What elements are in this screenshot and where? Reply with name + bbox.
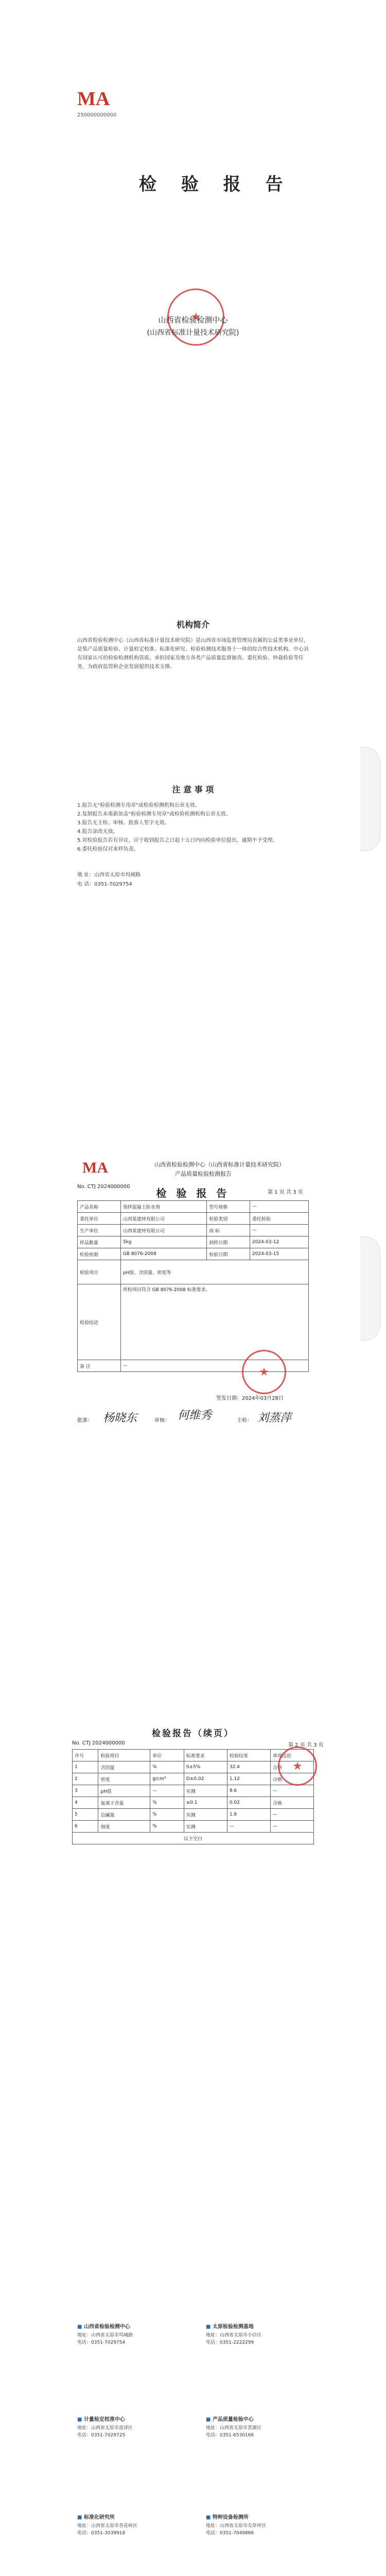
sig-label-inspect: 主检： (237, 1418, 252, 1423)
cell-label: 检验类别 (207, 1213, 250, 1225)
contact-phone: 电话：0351-7049866 (206, 2531, 254, 2536)
contact-name: ■ 山西省检验检测中心 (77, 2324, 232, 2331)
contact-phone: 电话：0351-2222299 (206, 2340, 254, 2345)
cell: 0.02 (227, 1797, 270, 1809)
contact-name: ■ 标准化研究所 (77, 2514, 232, 2521)
cover-page (0, 0, 386, 562)
report-org-sub: 产品质量检验检测报告 (175, 1171, 232, 1177)
cell-label: 检验项目 (78, 1260, 121, 1284)
cover-title: 检 验 报 告 (139, 174, 292, 195)
signature-reviewer: 何维秀 (178, 1409, 212, 1422)
sig-label-approve: 批准： (77, 1418, 93, 1423)
cell-value: 山西某建材有限公司 (120, 1225, 206, 1236)
cell-value: 预拌混凝土防水剂 (120, 1201, 206, 1213)
cell-label: 生产单位 (78, 1225, 121, 1236)
cell: — (270, 1821, 313, 1833)
contact-address: 地址：山西省太原市晋源区 (206, 2426, 262, 2431)
cell: S±5% (184, 1761, 227, 1773)
page-indicator: 第 1 页 共 3 页 (268, 1190, 303, 1195)
table-row (78, 1260, 309, 1284)
cell: % (150, 1821, 184, 1833)
cell: 8.6 (227, 1785, 270, 1797)
cell: 3 (73, 1785, 98, 1797)
contact-name: ■ 产品质量检验中心 (206, 2416, 360, 2424)
statement-phone: 电 话：0351-7029754 (77, 882, 132, 887)
cell: 5 (73, 1809, 98, 1821)
col-header: 标准要求 (184, 1750, 227, 1761)
cell: D±0.02 (184, 1773, 227, 1785)
table-row (73, 1821, 314, 1833)
signature-approver: 杨晓东 (103, 1412, 137, 1425)
table-end-note: 以下空白 (73, 1833, 314, 1844)
col-header: 检验项目 (98, 1750, 150, 1761)
stamp-seal (242, 1350, 286, 1394)
contact-phone: 电话：0351-7029754 (77, 2340, 126, 2345)
cell: 总碱量 (98, 1809, 150, 1821)
table-row (78, 1236, 309, 1248)
cell-value: 5kg (120, 1236, 206, 1248)
cell: 32.4 (227, 1761, 270, 1773)
cell: ≤0.1 (184, 1797, 227, 1809)
notice-item: 2.复制报告未重新加盖"检验检测专用章"或检验检测机构公章无效。 (77, 811, 231, 817)
signature-inspector: 刘蒸萍 (257, 1412, 292, 1425)
cma-logo: MA (77, 88, 110, 110)
table-row (78, 1248, 309, 1260)
cell-label: 委托单位 (78, 1213, 121, 1225)
cell-label: 型号规格 (207, 1201, 250, 1213)
cell: — (150, 1785, 184, 1797)
contact-card (206, 2324, 360, 2346)
cell: 合格 (270, 1773, 313, 1785)
cell: 合格 (270, 1797, 313, 1809)
cell-label: 样品数量 (78, 1236, 121, 1248)
table-row (78, 1201, 309, 1213)
cell-label: 商 标 (207, 1225, 250, 1236)
conclusion-cell: 所检项目符合 GB 8076-2008 标准要求。 (120, 1284, 308, 1360)
notice-item: 4.报告涂改无效。 (77, 829, 118, 835)
page-indicator: 第 2 页 共 3 页 (288, 1742, 324, 1748)
contact-name: ■ 特种设备检测所 (206, 2514, 360, 2521)
report-number: No. CTJ 2024000000 (72, 1740, 125, 1746)
cell: 2 (73, 1773, 98, 1785)
table-row (78, 1225, 309, 1236)
cell: 实测 (184, 1809, 227, 1821)
cell-label: 检验结论 (78, 1284, 121, 1360)
continuation-title: 检验报告（续页） (152, 1728, 234, 1739)
sig-label-review: 审核： (154, 1418, 170, 1423)
cell: 细度 (98, 1821, 150, 1833)
statement-address: 地 址：山西省太原市坞城路 (77, 872, 141, 878)
issuer-name: 山西省检验检测中心 (158, 315, 228, 325)
notice-item: 5.对检验报告若有异议，应于收到报告之日起十五日内向检验单位提出，逾期不予受理。 (77, 838, 278, 843)
contact-card (206, 2514, 360, 2537)
table-row (78, 1213, 309, 1225)
contact-name: ■ 太原检验检测基地 (206, 2324, 360, 2331)
cell: % (150, 1797, 184, 1809)
issuer-sub: (山西省标准计量技术研究院) (147, 329, 239, 337)
cell: 6 (73, 1821, 98, 1833)
notice-item: 1.报告无"检验检测专用章"或检验检测机构公章无效。 (77, 803, 200, 808)
page-tab-edge (360, 1236, 380, 1341)
table-row (73, 1773, 314, 1785)
col-header: 单项结论 (270, 1750, 313, 1761)
cell: 密度 (98, 1773, 150, 1785)
notice-item: 6.委托检验仅对来样负责。 (77, 846, 139, 852)
contact-address: 地址：山西省太原市小店区 (206, 2333, 262, 2338)
cell: 1 (73, 1761, 98, 1773)
report-table (77, 1200, 309, 1372)
notice-heading: 注 意 事 项 (172, 785, 214, 794)
cell-label: 检验依据 (78, 1248, 121, 1260)
cell: g/cm³ (150, 1773, 184, 1785)
cell-value: GB 8076-2008 (120, 1248, 206, 1260)
cell: 1.12 (227, 1773, 270, 1785)
table-row (73, 1797, 314, 1809)
cell-value: pH值、含固量、密度等 (120, 1260, 308, 1284)
contact-address: 地址：山西省太原市迎泽区 (77, 2426, 133, 2431)
cell: 1.8 (227, 1809, 270, 1821)
cell-value: 山西某建材有限公司 (120, 1213, 206, 1225)
intro-heading: 机构简介 (176, 620, 209, 630)
cell: 4 (73, 1797, 98, 1809)
contact-address: 地址：山西省太原市尖草坪区 (206, 2523, 267, 2529)
contact-name: ■ 计量检定校准中心 (77, 2416, 232, 2424)
cell: % (150, 1809, 184, 1821)
notice-item: 3.报告无主检、审核、批准人签字无效。 (77, 820, 170, 826)
report-title: 检 验 报 告 (156, 1187, 230, 1199)
cell: 含固量 (98, 1761, 150, 1773)
contact-card (206, 2416, 360, 2439)
intro-text: 山西省检验检测中心（山西省标准计量技术研究院）是山西省市场监督管理局直属的公益类事业单位，是集产品质量检验、计量检定校准、标准化研究、检验检测技术服务于一体的综合性技术机构。中心具有国家认可的检验检测机构资质，承担国家及地方各类产品质量监督抽查、委托检验、仲裁检验等任务，为政府监管和企业发展提供技术支撑。 (77, 638, 309, 670)
cell-value: 2024-03-12 (250, 1236, 308, 1248)
col-header: 单位 (150, 1750, 184, 1761)
cell-value: — (250, 1201, 308, 1213)
contact-address: 地址：山西省太原市坞城路 (77, 2333, 133, 2338)
table-row (73, 1785, 314, 1797)
notice-list (77, 801, 309, 854)
cell: 实测 (184, 1785, 227, 1797)
statement-page (0, 562, 386, 1123)
table-row (73, 1809, 314, 1821)
contact-address: 地址：山西省太原市杏花岭区 (77, 2523, 138, 2529)
cell: 氯离子含量 (98, 1797, 150, 1809)
cell: — (227, 1821, 270, 1833)
cell: — (270, 1785, 313, 1797)
cell-value: 委托检验 (250, 1213, 308, 1225)
cell-label: 检验日期 (207, 1248, 250, 1260)
cell-value: — (250, 1225, 308, 1236)
page-tab-edge (360, 747, 380, 851)
cma-code: 250000000000 (77, 112, 117, 118)
contact-phone: 电话：0351-7029725 (77, 2433, 126, 2438)
cell-value: 2024-03-15 (250, 1248, 308, 1260)
contact-phone: 电话：0351-3039918 (77, 2531, 126, 2536)
cell-label: 产品名称 (78, 1201, 121, 1213)
continuation-page (0, 1685, 386, 2246)
report-page (0, 1123, 386, 1685)
cell: — (270, 1809, 313, 1821)
report-org: 山西省检验检测中心（山西省标准计量技术研究院） (154, 1161, 285, 1168)
table-row (78, 1284, 309, 1360)
col-header: 序号 (73, 1750, 98, 1761)
cell: % (150, 1761, 184, 1773)
col-header: 检验结果 (227, 1750, 270, 1761)
report-number: No. CTJ 2024000000 (77, 1184, 130, 1190)
cell-label: 到样日期 (207, 1236, 250, 1248)
cma-logo: MA (82, 1159, 108, 1176)
issue-date: 签发日期：2024年03月28日 (216, 1396, 284, 1401)
contacts-page (0, 2246, 386, 2576)
cell: pH值 (98, 1785, 150, 1797)
table-row (73, 1833, 314, 1844)
table-header-row (73, 1750, 314, 1761)
stamp-seal (278, 1747, 317, 1786)
contact-phone: 电话：0351-6530166 (206, 2433, 254, 2438)
cell: 合格 (270, 1761, 313, 1773)
cell-value: — (120, 1360, 308, 1372)
cell: 实测 (184, 1821, 227, 1833)
cell-label: 备 注 (78, 1360, 121, 1372)
